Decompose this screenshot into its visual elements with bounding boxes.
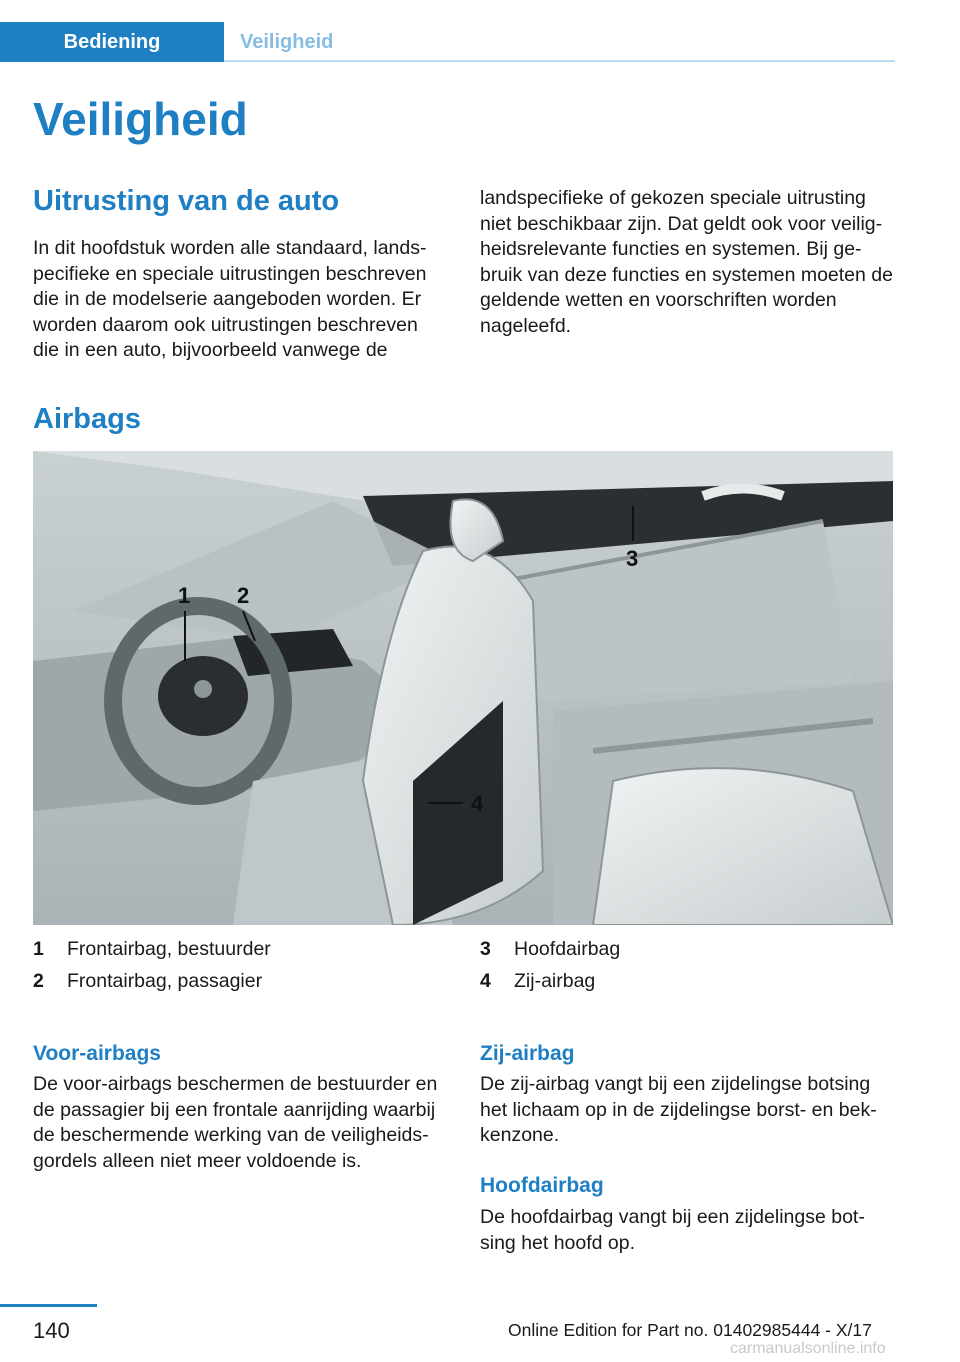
legend-number: 1 (33, 938, 44, 960)
tab-bediening[interactable]: Bediening (0, 22, 224, 62)
front-airbags-paragraph: De voor-airbags beschermen de bestuurder en de passagier bij een frontale aanrijding waarbij de beschermende werking van de veiligheidsgordels alleen niet meer voldoende is. (33, 1073, 438, 1172)
front-airbags-title: Voor-airbags (33, 1042, 161, 1065)
legend-text: Frontairbag, passagier (67, 970, 263, 992)
figure-label-4: 4 (471, 791, 484, 816)
section-title-equipment: Uitrusting van de auto (33, 185, 340, 217)
figure-label-2: 2 (237, 583, 250, 608)
page-number: 140 (33, 1318, 70, 1343)
figure-label-1: 1 (178, 583, 191, 608)
tab-divider (224, 60, 895, 62)
legend-number: 4 (480, 970, 491, 992)
figure-label-3: 3 (626, 546, 639, 571)
legend-text: Hoofdairbag (514, 938, 621, 960)
legend-number: 2 (33, 970, 44, 992)
page-number-rule (0, 1304, 97, 1307)
airbag-illustration (33, 451, 893, 925)
chapter-tabs (0, 22, 895, 62)
head-airbag-paragraph: De hoofdairbag vangt bij een zijdelingse botsing het hoofd op. (480, 1206, 865, 1254)
section-title-airbags: Airbags (33, 403, 141, 435)
side-airbag-paragraph: De zij-airbag vangt bij een zijdelingse botsing het lichaam op in de zijdelingse borst- en bekkenzone. (480, 1073, 877, 1146)
legend-text: Zij-airbag (514, 970, 596, 992)
legend-text: Frontairbag, bestuurder (67, 938, 271, 960)
equipment-paragraph-left: In dit hoofdstuk worden alle standaard, landspecifieke en speciale uitrustingen beschreven die in de modelserie aangeboden worden. Er worden daarom ook uitrustingen beschreven die in een auto, bijvoorbeeld vanwege de (33, 237, 427, 361)
tab-veiligheid[interactable]: Veiligheid (240, 31, 334, 53)
page-title: Veiligheid (33, 93, 248, 145)
head-airbag-title: Hoofdairbag (480, 1174, 604, 1197)
legend-number: 3 (480, 938, 491, 960)
side-airbag-title: Zij-airbag (480, 1042, 575, 1065)
watermark: carmanualsonline.info (730, 1340, 886, 1357)
edition-footer: Online Edition for Part no. 01402985444 - X/17 (508, 1320, 872, 1340)
equipment-paragraph-right: landspecifieke of gekozen speciale uitrusting niet beschikbaar zijn. Dat geldt ook voor veiligheidsrelevante functies en systemen. Bij gebruik van deze functies en systemen moeten de geldende wetten en voorschriften worden nageleefd. (480, 187, 893, 337)
